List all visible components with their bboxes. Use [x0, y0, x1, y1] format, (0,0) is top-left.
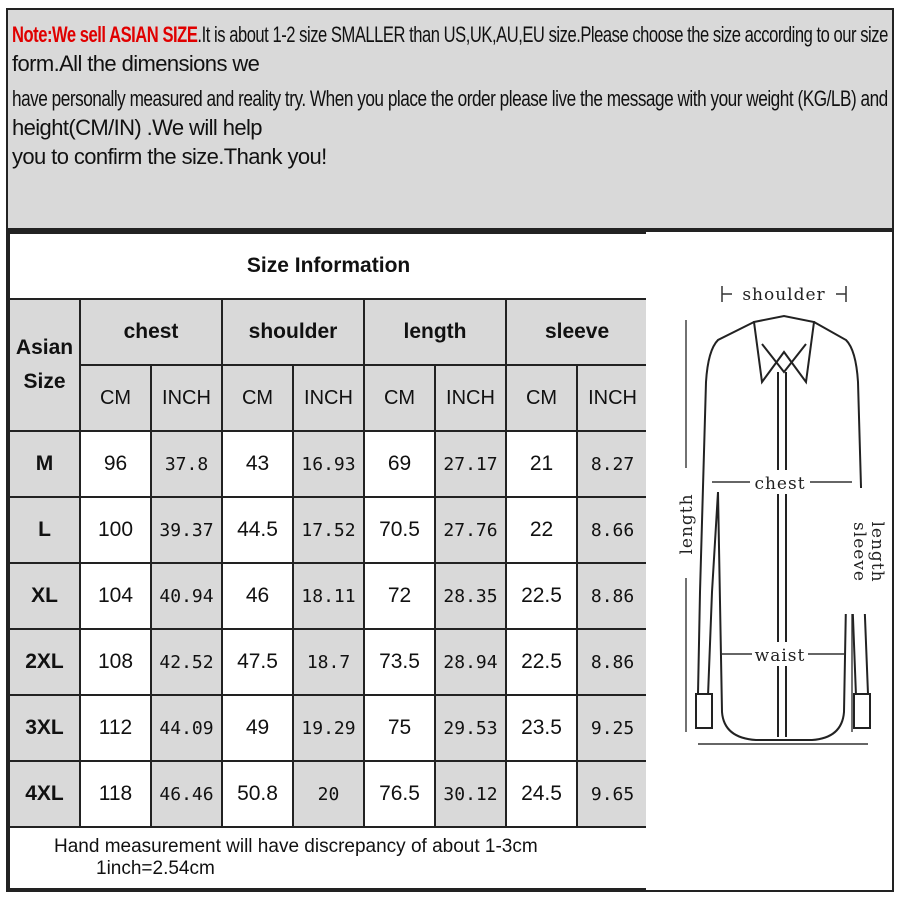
inch-value: 46.46 [151, 761, 222, 827]
inch-value: 27.17 [435, 431, 506, 497]
unit-header: CM [222, 365, 293, 431]
inch-value: 27.76 [435, 497, 506, 563]
cm-value: 69 [364, 431, 435, 497]
note-line-4: height(CM/IN) .We will help [12, 115, 262, 141]
size-label: 3XL [9, 695, 80, 761]
inch-value: 9.65 [577, 761, 648, 827]
inch-value: 29.53 [435, 695, 506, 761]
sleeve-header: sleeve [506, 299, 648, 365]
table-row [9, 497, 648, 563]
inch-value: 44.09 [151, 695, 222, 761]
size-note [6, 8, 894, 230]
unit-header: CM [80, 365, 151, 431]
cm-value: 23.5 [506, 695, 577, 761]
cm-value: 73.5 [364, 629, 435, 695]
cm-value: 96 [80, 431, 151, 497]
discrepancy-note: Hand measurement will have discrepancy of about 1-3cm [54, 836, 538, 857]
cm-value: 44.5 [222, 497, 293, 563]
length-header: length [364, 299, 506, 365]
table-row [9, 629, 648, 695]
table-row [9, 695, 648, 761]
cm-value: 100 [80, 497, 151, 563]
table-row [9, 761, 648, 827]
sleeve-label: sleeve [849, 522, 869, 582]
size-label: L [9, 497, 80, 563]
shoulder-label: shoulder [742, 285, 826, 305]
inch-value: 16.93 [293, 431, 364, 497]
inch-value: 8.27 [577, 431, 648, 497]
cm-value: 118 [80, 761, 151, 827]
inch-value: 17.52 [293, 497, 364, 563]
cm-value: 46 [222, 563, 293, 629]
inch-value: 42.52 [151, 629, 222, 695]
unit-header: INCH [435, 365, 506, 431]
inch-value: 18.11 [293, 563, 364, 629]
cm-value: 43 [222, 431, 293, 497]
inch-value: 8.66 [577, 497, 648, 563]
cm-value: 75 [364, 695, 435, 761]
table-row [9, 431, 648, 497]
table-footer [9, 827, 648, 889]
inch-value: 28.94 [435, 629, 506, 695]
note-highlight: Note:We sell ASIAN SIZE [12, 22, 198, 47]
asian-size-header-line-2: Size [23, 370, 66, 393]
cm-value: 22.5 [506, 563, 577, 629]
cm-value: 47.5 [222, 629, 293, 695]
length-label: length [677, 493, 697, 555]
note-line-1 [12, 20, 888, 49]
cm-value: 76.5 [364, 761, 435, 827]
table-row [9, 563, 648, 629]
inch-value: 30.12 [435, 761, 506, 827]
size-label: XL [9, 563, 80, 629]
cm-value: 49 [222, 695, 293, 761]
inch-value: 8.86 [577, 629, 648, 695]
waist-label: waist [754, 646, 806, 666]
asian-size-header [9, 299, 80, 431]
inch-value: 39.37 [151, 497, 222, 563]
shirt-illustration [646, 232, 892, 892]
cm-value: 24.5 [506, 761, 577, 827]
cm-value: 22.5 [506, 629, 577, 695]
cm-value: 108 [80, 629, 151, 695]
inch-value: 9.25 [577, 695, 648, 761]
inch-value: 8.86 [577, 563, 648, 629]
chest-header: chest [80, 299, 222, 365]
cm-value: 50.8 [222, 761, 293, 827]
chest-label: chest [754, 474, 806, 494]
note-line-3: have personally measured and reality try. When you place the order please live the message with your weight (KG/LB) and [12, 86, 888, 112]
note-line-1-text: .It is about 1-2 size SMALLER than US,UK,AU,EU size.Please choose the size according to our size [197, 22, 888, 47]
inch-conversion-note: 1inch=2.54cm [96, 858, 215, 879]
unit-header: CM [506, 365, 577, 431]
cm-value: 22 [506, 497, 577, 563]
cm-value: 104 [80, 563, 151, 629]
size-label: 4XL [9, 761, 80, 827]
size-label: M [9, 431, 80, 497]
unit-header: INCH [151, 365, 222, 431]
inch-value: 40.94 [151, 563, 222, 629]
sleeve-length-label: length [867, 521, 887, 583]
inch-value: 19.29 [293, 695, 364, 761]
unit-header: INCH [577, 365, 648, 431]
table-title: Size Information [9, 233, 648, 299]
unit-header: INCH [293, 365, 364, 431]
size-label: 2XL [9, 629, 80, 695]
cm-value: 112 [80, 695, 151, 761]
shirt-diagram [646, 230, 894, 892]
cm-value: 72 [364, 563, 435, 629]
inch-value: 20 [293, 761, 364, 827]
inch-value: 18.7 [293, 629, 364, 695]
inch-value: 28.35 [435, 563, 506, 629]
note-line-2: form.All the dimensions we [12, 51, 260, 77]
note-line-5: you to confirm the size.Thank you! [12, 144, 327, 170]
cm-value: 21 [506, 431, 577, 497]
size-table [6, 230, 646, 892]
inch-value: 37.8 [151, 431, 222, 497]
cm-value: 70.5 [364, 497, 435, 563]
asian-size-header-line-1: Asian [15, 336, 74, 359]
unit-header: CM [364, 365, 435, 431]
shoulder-header: shoulder [222, 299, 364, 365]
